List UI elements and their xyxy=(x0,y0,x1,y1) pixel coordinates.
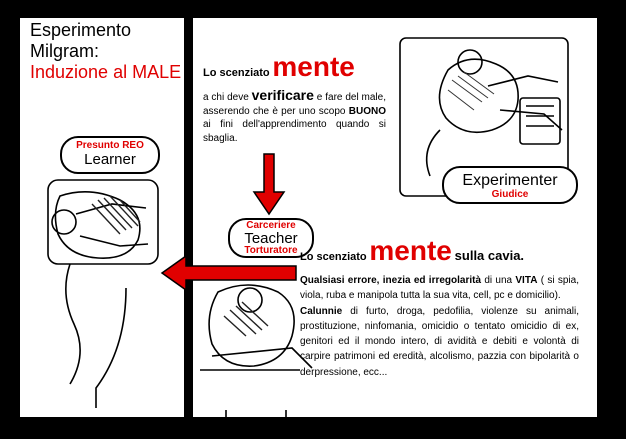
learner-hatching xyxy=(92,196,140,234)
block2-vita: VITA xyxy=(515,275,538,286)
teacher-hatching xyxy=(224,302,268,336)
block1-lead: Lo scenziato xyxy=(203,67,270,79)
block1-buono: BUONO xyxy=(348,105,386,117)
experimenter-hatching xyxy=(448,72,494,110)
teacher-role-top: Carceriere xyxy=(246,220,296,231)
text-block-1 xyxy=(203,52,386,145)
block2-p1-bold: Qualsiasi errore, inezia ed irregolarità xyxy=(300,275,482,286)
block2-heading xyxy=(300,236,579,273)
experimenter-name: Experimenter xyxy=(462,172,558,189)
block1-highlight: mente xyxy=(272,51,355,82)
block1-t2: e fare del male, asserendo che è per uno scopo xyxy=(203,92,386,117)
block1-body xyxy=(203,89,386,145)
block1-verb: verificare xyxy=(251,87,314,103)
learner-figure xyxy=(48,180,158,408)
teacher-role-bottom: Torturatore xyxy=(244,245,298,256)
block2-paragraph-2 xyxy=(300,304,579,380)
block2-p2-rest: di furto, droga, pedofilia, violenze su animali, prostituzione, ninfomania, omicidio o tentato omicidio di ex, genitori ed il mondo intero, di avidità e debiti e volontà di carpire patrimoni ed eredità, alcolismo, pazzia con bipolarità o derpressione, ecc... xyxy=(300,305,579,378)
text-block-2 xyxy=(300,236,579,380)
title-line-2: Milgram: xyxy=(30,41,100,61)
experimenter-label xyxy=(442,166,578,204)
teacher-name: Teacher xyxy=(244,230,298,247)
block2-highlight: mente xyxy=(369,235,452,266)
title-line-3: Induzione al MALE xyxy=(30,62,182,82)
learner-label xyxy=(60,136,160,174)
learner-role: Presunto REO xyxy=(76,140,144,151)
block1-heading xyxy=(203,52,386,89)
block2-lead: Lo scenziato xyxy=(300,251,367,263)
title-line-1: Esperimento xyxy=(30,20,132,40)
block2-p2-bold: Calunnie xyxy=(300,305,343,317)
block2-p1-rest: ( si spia, viola, ruba e manipola tutta la sua vita, cell, pc e domicilio). xyxy=(300,275,579,302)
arrow-left xyxy=(162,256,296,290)
panel-divider xyxy=(184,18,193,417)
block2-tail: sulla cavia. xyxy=(454,248,525,263)
block1-t3: ai fini dell'apprendimento quando si sbaglia. xyxy=(203,119,386,144)
block2-p1-text: di una xyxy=(484,275,513,286)
block2-paragraph-1 xyxy=(300,273,579,304)
learner-name: Learner xyxy=(84,151,136,168)
teacher-figure xyxy=(200,285,312,418)
diagram-title xyxy=(30,20,181,83)
arrow-down xyxy=(254,154,284,214)
experimenter-role: Giudice xyxy=(491,189,529,200)
block1-t1: a chi deve xyxy=(203,92,249,103)
